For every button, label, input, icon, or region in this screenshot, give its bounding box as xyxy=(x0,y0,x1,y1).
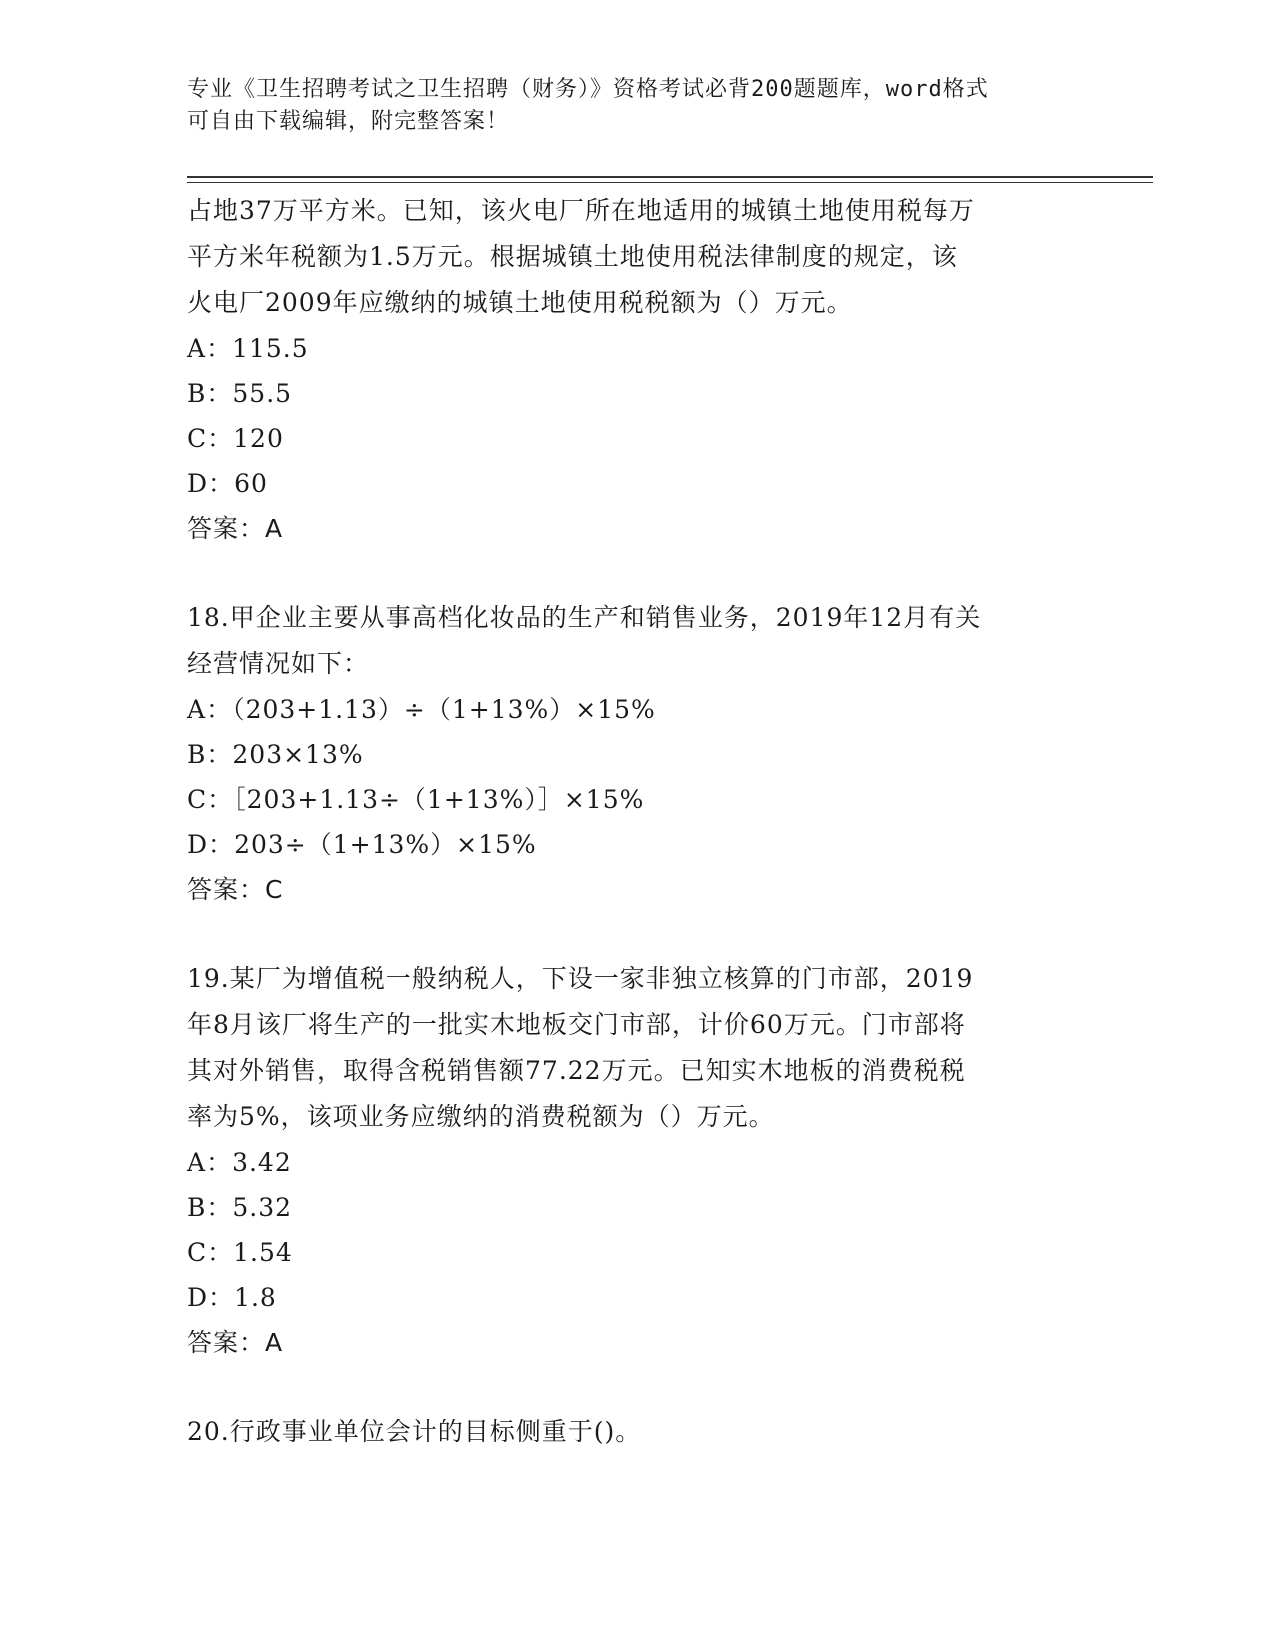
question-stem-line: 19.某厂为增值税一般纳税人，下设一家非独立核算的门市部，2019 xyxy=(187,964,974,993)
option-d xyxy=(187,461,1087,506)
option-separator: ： xyxy=(207,785,234,814)
option-text: 1.54 xyxy=(233,1238,293,1267)
question-stem-line: 年8月该厂将生产的一批实木地板交门市部，计价60万元。门市部将 xyxy=(187,1010,966,1039)
question-stem-line: 18.甲企业主要从事高档化妆品的生产和销售业务，2019年12月有关 xyxy=(187,603,982,632)
question-stem-line: 其对外销售，取得含税销售额77.22万元。已知实木地板的消费税税 xyxy=(187,1056,966,1085)
answer-line: 答案：C xyxy=(187,875,284,904)
option-text: 3.42 xyxy=(232,1148,292,1177)
option-separator: ： xyxy=(208,1283,235,1312)
question-stem-line: 平方米年税额为1.5万元。根据城镇土地使用税法律制度的规定，该 xyxy=(187,242,958,271)
option-letter: D xyxy=(187,830,209,859)
option-separator: ： xyxy=(206,379,233,408)
answer-line: 答案：A xyxy=(187,1328,284,1357)
option-letter: C xyxy=(187,1238,208,1267)
option-separator: ： xyxy=(207,424,234,453)
spacer xyxy=(187,913,1087,956)
option-b xyxy=(187,732,1087,777)
question-19 xyxy=(187,956,1087,1366)
question-stem-line: 率为5%，该项业务应缴纳的消费税额为（）万元。 xyxy=(187,1102,775,1131)
option-text: 55.5 xyxy=(232,379,293,408)
option-text: （203+1.13）÷（1+13%）×15% xyxy=(232,695,656,724)
option-letter: C xyxy=(187,785,208,814)
option-d xyxy=(187,822,1087,867)
option-b xyxy=(187,371,1087,416)
question-stem-line: 20.行政事业单位会计的目标侧重于()。 xyxy=(187,1417,642,1446)
question-stem-line: 占地37万平方米。已知，该火电厂所在地适用的城镇土地使用税每万 xyxy=(187,196,975,225)
option-letter: A xyxy=(187,1148,207,1177)
option-letter: B xyxy=(187,740,207,769)
option-c xyxy=(187,1230,1087,1275)
question-20 xyxy=(187,1409,1087,1455)
option-letter: D xyxy=(187,469,209,498)
option-text: 60 xyxy=(234,469,268,498)
question-stem-line: 经营情况如下： xyxy=(187,649,370,678)
answer-line: 答案：A xyxy=(187,514,284,543)
spacer xyxy=(187,1366,1087,1409)
option-letter: B xyxy=(187,379,207,408)
question-17 xyxy=(187,188,1087,552)
option-letter: A xyxy=(187,695,207,724)
option-separator: ： xyxy=(206,1148,233,1177)
option-text: 115.5 xyxy=(232,334,309,363)
option-text: 5.32 xyxy=(232,1193,293,1222)
option-letter: C xyxy=(187,424,208,453)
question-list xyxy=(187,188,1087,1455)
header-line-2: 可自由下载编辑，附完整答案！ xyxy=(187,109,510,134)
option-letter: D xyxy=(187,1283,209,1312)
option-d xyxy=(187,1275,1087,1320)
option-separator: ： xyxy=(206,1193,233,1222)
header-rule-thin xyxy=(187,182,1153,183)
header-line-1: 专业《卫生招聘考试之卫生招聘（财务）》资格考试必背200题题库，word格式 xyxy=(187,77,989,102)
option-separator: ： xyxy=(208,469,235,498)
option-text: 203×13% xyxy=(232,740,364,769)
option-text: 1.8 xyxy=(234,1283,277,1312)
option-b xyxy=(187,1185,1087,1230)
option-separator: ： xyxy=(208,830,235,859)
option-letter: A xyxy=(187,334,207,363)
question-18 xyxy=(187,595,1087,913)
option-separator: ： xyxy=(206,695,233,724)
question-stem-line: 火电厂2009年应缴纳的城镇土地使用税税额为（）万元。 xyxy=(187,288,853,317)
option-a xyxy=(187,1140,1087,1185)
option-a xyxy=(187,687,1087,732)
option-text: ［203+1.13÷（1+13%）］×15% xyxy=(233,785,645,814)
option-separator: ： xyxy=(206,740,233,769)
option-separator: ： xyxy=(206,334,233,363)
option-a xyxy=(187,326,1087,371)
header-rule-thick xyxy=(187,176,1153,178)
option-text: 120 xyxy=(233,424,284,453)
option-c xyxy=(187,416,1087,461)
option-letter: B xyxy=(187,1193,207,1222)
page-header xyxy=(187,74,1067,138)
spacer xyxy=(187,552,1087,595)
option-separator: ： xyxy=(207,1238,234,1267)
option-text: 203÷（1+13%）×15% xyxy=(234,830,537,859)
option-c xyxy=(187,777,1087,822)
